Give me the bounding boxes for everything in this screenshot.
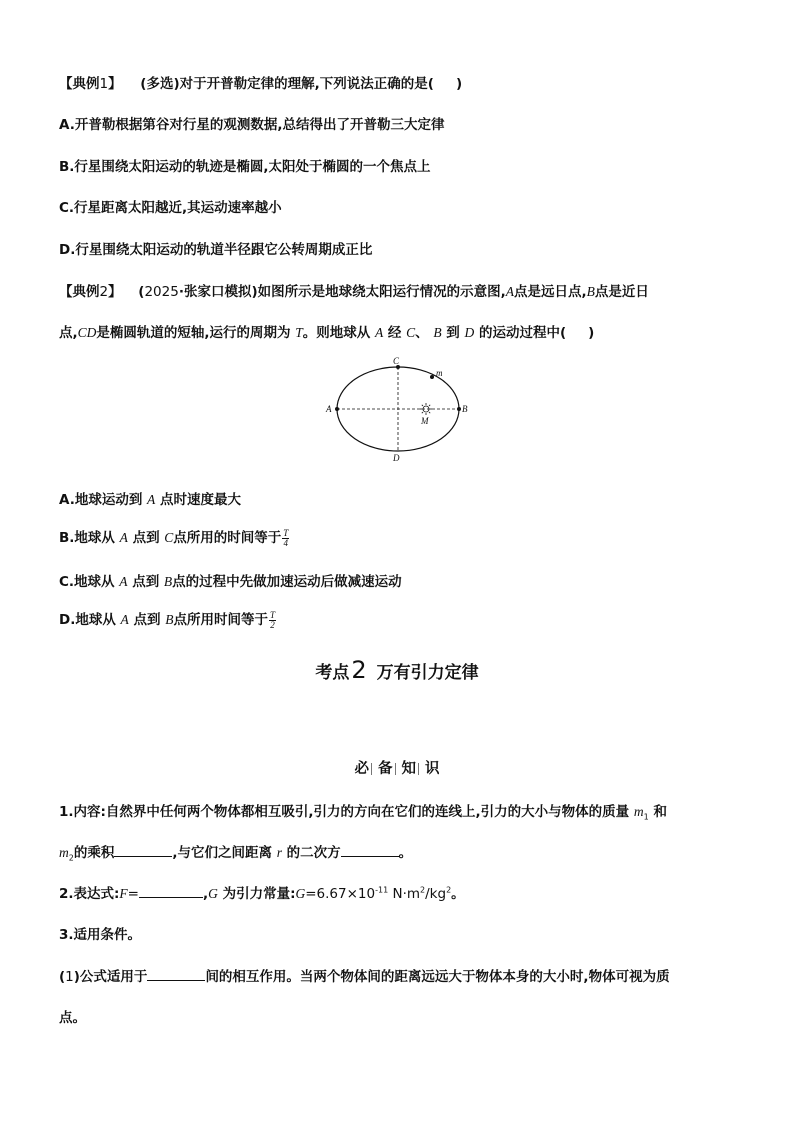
section-title	[0, 656, 794, 684]
example1-paren-close: )	[455, 76, 463, 92]
text-via: 经	[387, 325, 402, 341]
point-b-dot	[457, 407, 461, 411]
var-c: C	[406, 325, 416, 340]
example1-num: 1	[99, 76, 109, 92]
label-a: A	[326, 404, 332, 414]
example2-source: ·张家口模拟)如图所示是地球绕太阳运行情况的示意图,	[178, 284, 506, 300]
example1-label: 【典例	[59, 76, 100, 92]
section-prefix: 考点	[315, 663, 350, 683]
example2-label: 【典例	[59, 284, 100, 300]
example1-option-b: B.行星围绕太阳运动的轨迹是椭圆,太阳处于椭圆的一个焦点上	[59, 159, 431, 175]
fraction-t-over-2: $\frac{T}{2}$	[269, 609, 275, 630]
item2-expression: 2.表达式:F= ,G 为引力常量$:G=6.67\times 10^{-11}$ $N\cdot m^2/kg^2$。	[59, 885, 465, 902]
example1-option-a: A.开普勒根据第谷对行星的观测数据,总结得出了开普勒三大定律	[59, 117, 445, 133]
label-m-planet: m	[436, 368, 443, 378]
fraction-t-over-4: $\frac{T}{4}$	[283, 527, 289, 548]
orbit-diagram	[320, 355, 470, 465]
var-d: D	[464, 325, 475, 340]
label-c: C	[393, 356, 400, 366]
text-comma: 、	[415, 325, 429, 341]
text-near-point: 点是近日	[594, 284, 649, 300]
label-d: D	[393, 453, 400, 463]
planet-m-dot	[430, 375, 434, 379]
blank-product[interactable]	[114, 844, 172, 857]
text-point: 点,	[59, 325, 78, 341]
var-a2: A	[374, 325, 384, 340]
example2-option-b: B.地球从 A 点到 C点所用的时间等于 $\frac{T}{4}$	[59, 527, 289, 548]
text-to: 到	[446, 325, 460, 341]
var-cd: CD	[77, 325, 97, 340]
item4-line2: 点。	[59, 1010, 86, 1026]
paren-close: )	[588, 325, 595, 341]
example1-option-c: C.行星距离太阳越近,其运动速率越小	[59, 200, 282, 216]
var-b2: B	[433, 325, 442, 340]
section-number: 2	[351, 656, 367, 684]
example1-label-end: 】	[108, 76, 122, 92]
example1-question	[59, 72, 462, 92]
example2-option-a: A.地球运动到 A 点时速度最大	[59, 492, 241, 508]
text-far-point: 点是远日点,	[514, 284, 587, 300]
sun-icon	[420, 403, 432, 415]
item1-line1: 1.内容:自然界中任何两个物体都相互吸引,引力的方向在它们的连线上,引力的大小与物体的质量 $m_1$ 和	[59, 804, 667, 822]
example2-source-year: 2025	[144, 284, 179, 300]
blank-expression[interactable]	[139, 885, 203, 898]
text-minor-axis: 是椭圆轨道的短轴,运行的周期为	[96, 325, 291, 341]
point-a-dot	[335, 407, 339, 411]
blank-applicable[interactable]	[147, 968, 205, 981]
text-earth-from: 。则地球从	[302, 325, 371, 341]
example2-question-line2	[59, 321, 594, 341]
example2-label-end: 】	[108, 284, 122, 300]
example2-option-d: D.地球从 A 点到 B点所用时间等于 $\frac{T}{2}$	[59, 609, 275, 630]
text-process: 的运动过程中(	[478, 325, 567, 341]
example2-num: 2	[99, 284, 109, 300]
example1-stem: (多选)对于开普勒定律的理解,下列说法正确的是(	[140, 76, 434, 92]
item4-line1: (1)公式适用于 间的相互作用。当两个物体间的距离远远大于物体本身的大小时,物体可视为质	[59, 969, 670, 985]
example1-option-d: D.行星围绕太阳运动的轨道半径跟它公转周期成正比	[59, 242, 373, 258]
var-b: B	[586, 284, 595, 299]
blank-inverse-square[interactable]	[341, 844, 399, 857]
example2-question-line1: 【典例2】 (2025·张家口模拟)如图所示是地球绕太阳运行情况的示意图,A点是远日点,B点是近日	[59, 284, 649, 300]
label-b: B	[462, 404, 468, 414]
var-t: T	[295, 325, 303, 340]
label-m-sun: M	[421, 416, 429, 426]
section-name: 万有引力定律	[376, 663, 479, 683]
subheading-essential-knowledge: 必 备 知 识	[354, 761, 440, 777]
var-a: A	[505, 284, 515, 299]
example2-option-c: C.地球从 A 点到 B点的过程中先做加速运动后做减速运动	[59, 574, 402, 590]
item3-conditions: 3.适用条件。	[59, 927, 142, 943]
item1-line2: $m_2$的乘积 ,与它们之间距离 r 的二次方 。	[59, 845, 413, 863]
